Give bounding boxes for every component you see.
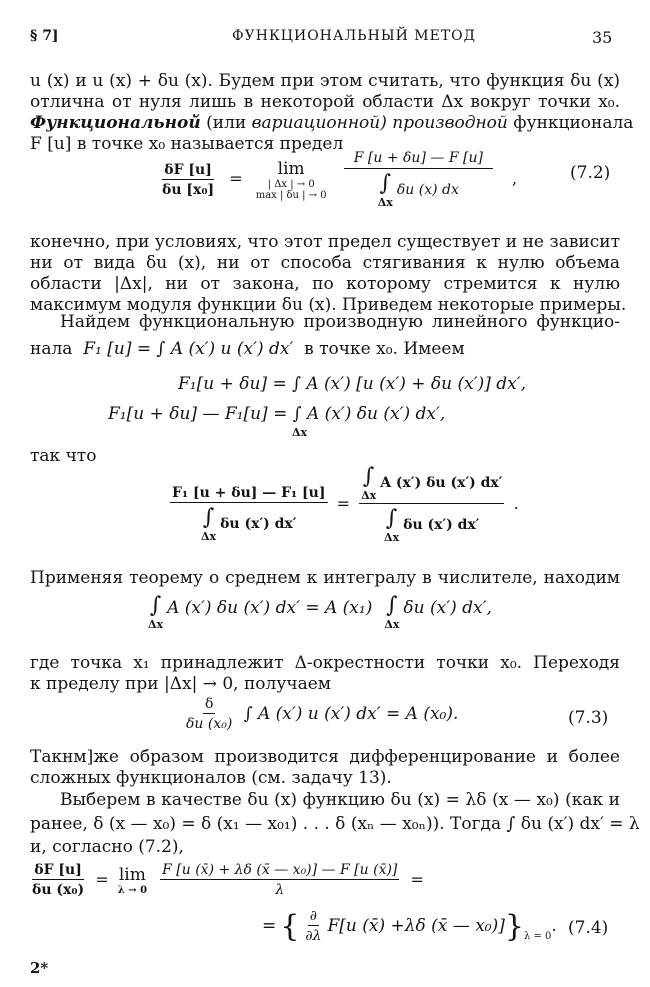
p1-line1: u (x) и u (x) + δu (x). Будем при этом считать, что функция δu (x) <box>30 71 620 91</box>
term-derivative: производной <box>392 113 508 133</box>
eq73-frac <box>184 696 234 732</box>
eq72-lhs-den: δu [x₀] <box>162 181 215 198</box>
eq74-l2-brace-open: { <box>280 908 300 944</box>
eqB-rhs-den <box>382 504 481 544</box>
eq74-l2-body: F[u (x̄) +λδ (x̄ — x₀)] <box>327 916 505 936</box>
p4-line1: так что <box>30 446 97 466</box>
p2-line3: области |Δx|, ни от закона, по которому стремится к нулю <box>30 274 620 294</box>
eq74-equals-tail: = <box>410 869 424 889</box>
p3-line2 <box>30 339 465 359</box>
p7-line2: сложных функционалов (см. задачу 13). <box>30 768 392 788</box>
equation-7-4-line2 <box>262 908 557 944</box>
eqB-lhs-den <box>199 503 298 543</box>
eqC-int2: ∫ <box>386 593 398 618</box>
p1-line4: F [u] в точке x₀ называется предел <box>30 134 344 154</box>
eq74-l2-num: ∂ <box>309 908 318 924</box>
p8-line1: Выберем в качестве δu (x) функцию δu (x) = λδ (x — x₀) (как и <box>60 790 620 810</box>
p3-nala: нала <box>30 339 73 359</box>
p2-line2: ни от вида δu (x), ни от способа стягивания к нулю объема <box>30 253 620 273</box>
eqB-rhs-den-body: δu (x′) dx′ <box>403 517 480 533</box>
eq74-rhs <box>160 862 399 898</box>
eq72-lim-sub1: | Δx | → 0 <box>267 178 315 190</box>
eqB-rhs-num <box>359 464 504 504</box>
eqC-int1-sub: Δx <box>148 618 164 631</box>
eqB-lhs-den-body: δu (x′) dx′ <box>220 516 297 532</box>
eq72-lim <box>256 159 327 201</box>
p2-line1: конечно, при условиях, что этот предел существует и не зависит <box>30 232 620 252</box>
eqB-rhs-num-int: ∫ <box>362 464 375 489</box>
p3-line1: Найдем функциональную производную линейного функцио- <box>60 312 620 332</box>
eqB-equals: = <box>336 493 350 513</box>
p6-line2: к пределу при |Δx| → 0, получаем <box>30 674 332 694</box>
eq74-lhs-num: δF [u] <box>34 862 82 878</box>
equation-c <box>148 593 492 631</box>
eq72-lim-sub2: max | δu | → 0 <box>255 189 327 201</box>
running-title: ФУНКЦИОНАЛЬНЫЙ МЕТОД <box>232 28 476 44</box>
equation-7-2 <box>160 150 517 209</box>
eqC-int2-sub: Δx <box>384 618 400 631</box>
eq74-l2-partial <box>303 908 323 944</box>
eqC-int1: ∫ <box>149 593 162 618</box>
eq74-l2-equals: = <box>262 916 277 936</box>
eq74-rhs-den: λ <box>275 882 285 898</box>
eq74-l2-sub: λ = 0 <box>523 931 552 942</box>
eqB-lhs-int: ∫ <box>202 505 215 530</box>
eq72-rhs-den-body: δu (x) dx <box>396 182 459 198</box>
equation-7-4-line1 <box>30 862 424 898</box>
eq74-l2-brace-close: } <box>504 908 524 944</box>
p1-line3 <box>30 113 634 133</box>
p1-line2: отлична от нуля лишь в некоторой области Δx вокруг точки x₀. <box>30 92 620 112</box>
eqC-body1: A (x′) δu (x′) dx′ = A (x₁) <box>167 598 373 618</box>
eq74-l2-den: ∂λ <box>305 928 322 944</box>
eq72-lhs <box>160 162 216 198</box>
equation-7-3 <box>184 696 458 732</box>
eqB-period: . <box>513 493 519 513</box>
term-sep1: (или <box>200 113 252 133</box>
eq74-lim <box>118 865 147 896</box>
eq73-number: (7.3) <box>568 708 609 728</box>
eq72-lhs-num: δF [u] <box>164 161 212 178</box>
eqB-lhs-int-sub: Δx <box>201 530 217 543</box>
p7-line1: Такнм]же образом производится дифференцирование и более <box>30 747 620 767</box>
eq72-rhs <box>344 150 493 209</box>
eqB-rhs-den-int: ∫ <box>385 506 398 531</box>
p8-line2: ранее, δ (x — x₀) = δ (x₁ — x₀₁) . . . δ (xₙ — x₀ₙ)). Тогда ∫ δu (x′) dx′ = λ <box>30 814 640 834</box>
eq72-equals: = <box>229 169 243 188</box>
eq72-rhs-num: F [u + δu] — F [u] <box>344 150 493 169</box>
p6-line1: где точка x₁ принадлежит Δ-окрестности точки x₀. Переходя <box>30 653 620 673</box>
p3-functional-def: F₁ [u] = ∫ A (x′) u (x′) dx′ <box>83 339 294 359</box>
eqA-line2: F₁[u + δu] — F₁[u] = ∫ A (x′) δu (x′) dx′, <box>108 404 446 424</box>
p3-tail: в точке x₀. Имеем <box>304 339 465 359</box>
eqB-lhs-num: F₁ [u + δu] — F₁ [u] <box>170 465 328 503</box>
signature-mark: 2* <box>30 959 49 977</box>
eq73-body: ∫ A (x′) u (x′) dx′ = A (x₀). <box>243 703 459 724</box>
p8-line3: и, согласно (7.2), <box>30 837 184 857</box>
eqB-rhs-num-int-sub: Δx <box>361 489 377 502</box>
eq74-lim-word: lim <box>118 864 146 885</box>
eq74-l2-period: . <box>551 916 557 936</box>
eq74-rhs-num: F [u (x̄) + λδ (x̄ — x₀)] — F [u (x̄)] <box>162 862 398 878</box>
p2-line4: максимум модуля функции δu (x). Приведем некоторые примеры. <box>30 295 627 315</box>
eqA-line2-sub: Δx <box>292 426 308 439</box>
eq72-lim-word: lim <box>277 158 305 179</box>
p5-line1: Применяя теорему о среднем к интегралу в числителе, находим <box>30 568 620 588</box>
eq73-num: δ <box>204 696 214 712</box>
eq72-rhs-den <box>376 169 461 209</box>
eq74-lhs-den: δu (x₀) <box>32 882 85 898</box>
eqA-line1: F₁[u + δu] = ∫ A (x′) [u (x′) + δu (x′)] dx′, <box>178 374 526 394</box>
eqB-rhs-den-int-sub: Δx <box>384 531 400 544</box>
eq72-number: (7.2) <box>570 163 611 183</box>
eq72-integral: ∫ <box>379 171 392 196</box>
eqB-rhs-num-body: A (x′) δu (x′) dx′ <box>380 475 503 491</box>
equation-b <box>170 464 519 544</box>
eq74-lhs <box>30 862 86 898</box>
eq74-equals: = <box>95 869 109 889</box>
eq74-number: (7.4) <box>568 918 609 938</box>
term-functional: Функциональной <box>30 113 201 133</box>
eqC-body2: δu (x′) dx′, <box>403 598 492 618</box>
eqB-lhs <box>170 465 328 543</box>
eqB-rhs <box>359 464 504 544</box>
term-variational: вариационной) <box>251 113 387 133</box>
term-sep3: функционала <box>507 113 634 133</box>
page-number: 35 <box>592 28 613 47</box>
eq72-integral-sub: Δx <box>377 196 393 209</box>
eq72-comma: , <box>512 169 518 188</box>
section-mark: § 7] <box>30 28 59 44</box>
eq73-den: δu (x₀) <box>186 716 233 732</box>
eq74-lim-sub: λ → 0 <box>117 884 148 896</box>
